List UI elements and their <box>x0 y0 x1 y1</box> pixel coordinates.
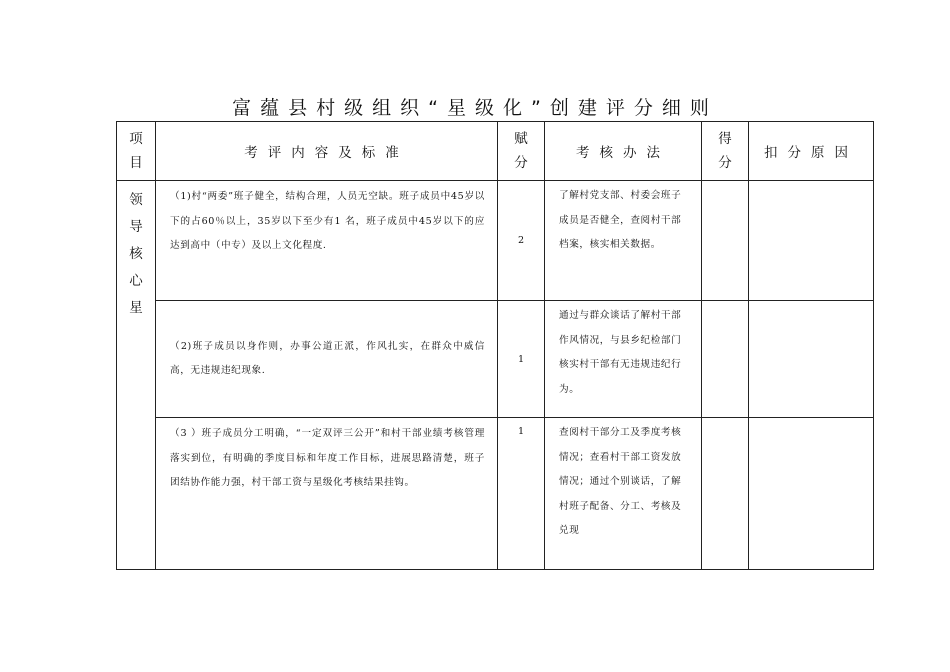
header-content: 考评内容及标准 <box>156 122 498 181</box>
standard-cell: （1)村“两委”班子健全，结构合理，人员无空缺。班子成员中45岁以下的占60％以上，35岁以下至少有1 名，班子成员中45岁以下的应达到高中（中专）及以上文化程度. <box>156 181 498 301</box>
score-cell: 2 <box>498 181 545 301</box>
got-cell <box>702 181 749 301</box>
category-cell: 领 导 核 心 星 <box>117 181 156 570</box>
document-title: 富蕴县村级组织“星级化”创建评分细则 <box>232 97 718 119</box>
got-cell <box>702 301 749 418</box>
header-got: 得 分 <box>702 122 749 181</box>
reason-cell <box>749 418 874 570</box>
header-score: 赋 分 <box>498 122 545 181</box>
table-row <box>117 181 874 301</box>
score-cell: 1 <box>498 418 545 570</box>
score-cell: 1 <box>498 301 545 418</box>
table-row <box>117 301 874 418</box>
scoring-table <box>116 121 874 570</box>
header-row <box>117 122 874 181</box>
method-cell: 了解村党支部、村委会班子成员是否健全，查阅村干部档案，核实相关数据。 <box>545 181 702 301</box>
reason-cell <box>749 181 874 301</box>
header-reason: 扣分原因 <box>749 122 874 181</box>
header-item: 项 目 <box>117 122 156 181</box>
method-cell: 查阅村干部分工及季度考核情况；查看村干部工资发放情况；通过个别谈话，了解村班子配备、分工、考核及兑现 <box>545 418 702 570</box>
method-cell: 通过与群众谈话了解村干部作风情况，与县乡纪检部门核实村干部有无违规违纪行为。 <box>545 301 702 418</box>
header-method: 考核办法 <box>545 122 702 181</box>
table-row <box>117 418 874 570</box>
standard-cell: （2)班子成员以身作则，办事公道正派，作风扎实，在群众中威信高，无违规违纪现象. <box>156 301 498 418</box>
reason-cell <box>749 301 874 418</box>
standard-cell: （3 ）班子成员分工明确，“一定双评三公开”和村干部业绩考核管理落实到位，有明确的季度目标和年度工作目标，进展思路清楚，班子团结协作能力强，村干部工资与星级化考核结果挂钩。 <box>156 418 498 570</box>
got-cell <box>702 418 749 570</box>
